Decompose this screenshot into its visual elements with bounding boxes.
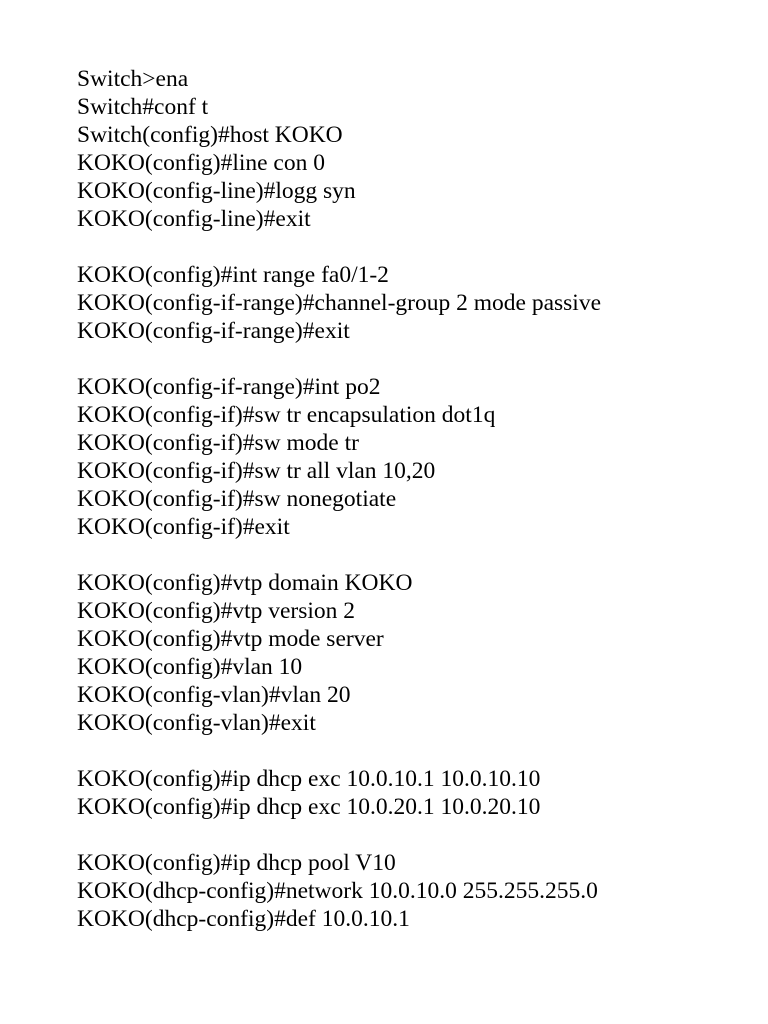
text-line: KOKO(config-if)#sw nonegotiate <box>77 486 397 512</box>
text-line: KOKO(config-line)#exit <box>77 206 311 232</box>
text-line: KOKO(dhcp-config)#network 10.0.10.0 255.255.255.0 <box>77 878 598 904</box>
text-line: KOKO(config-if-range)#int po2 <box>77 374 381 400</box>
text-line: KOKO(config)#vtp domain KOKO <box>77 570 413 596</box>
text-line: KOKO(config)#vtp mode server <box>77 626 384 652</box>
document-body <box>77 65 757 961</box>
text-line: KOKO(config-if)#exit <box>77 514 290 540</box>
text-line: KOKO(config)#ip dhcp pool V10 <box>77 850 396 876</box>
config-block-port-channel <box>77 373 757 541</box>
text-line: KOKO(config)#vlan 10 <box>77 654 303 680</box>
text-line: KOKO(config)#ip dhcp exc 10.0.10.1 10.0.10.10 <box>77 766 541 792</box>
config-block-vtp <box>77 569 757 737</box>
text-line: KOKO(config-if)#sw tr encapsulation dot1q <box>77 402 496 428</box>
text-line: KOKO(config-line)#logg syn <box>77 178 356 204</box>
text-line: Switch(config)#host KOKO <box>77 122 343 148</box>
config-block-console <box>77 65 757 233</box>
text-line: KOKO(config)#vtp version 2 <box>77 598 356 624</box>
text-line: KOKO(config-vlan)#exit <box>77 710 316 736</box>
text-line: KOKO(config-if-range)#channel-group 2 mode passive <box>77 290 601 316</box>
text-line: KOKO(config-if)#sw mode tr <box>77 430 359 456</box>
config-block-dhcp-pool <box>77 849 757 933</box>
text-line: KOKO(config)#ip dhcp exc 10.0.20.1 10.0.20.10 <box>77 794 541 820</box>
text-line: KOKO(config-if)#sw tr all vlan 10,20 <box>77 458 436 484</box>
text-line: KOKO(dhcp-config)#def 10.0.10.1 <box>77 906 410 932</box>
config-block-channel-group <box>77 261 757 345</box>
text-line: KOKO(config-if-range)#exit <box>77 318 350 344</box>
text-line: KOKO(config)#line con 0 <box>77 150 325 176</box>
text-line: Switch>ena <box>77 66 189 92</box>
text-line: KOKO(config-vlan)#vlan 20 <box>77 682 351 708</box>
text-line: Switch#conf t <box>77 94 209 120</box>
config-block-dhcp-excluded <box>77 765 757 821</box>
text-line: KOKO(config)#int range fa0/1-2 <box>77 262 389 288</box>
